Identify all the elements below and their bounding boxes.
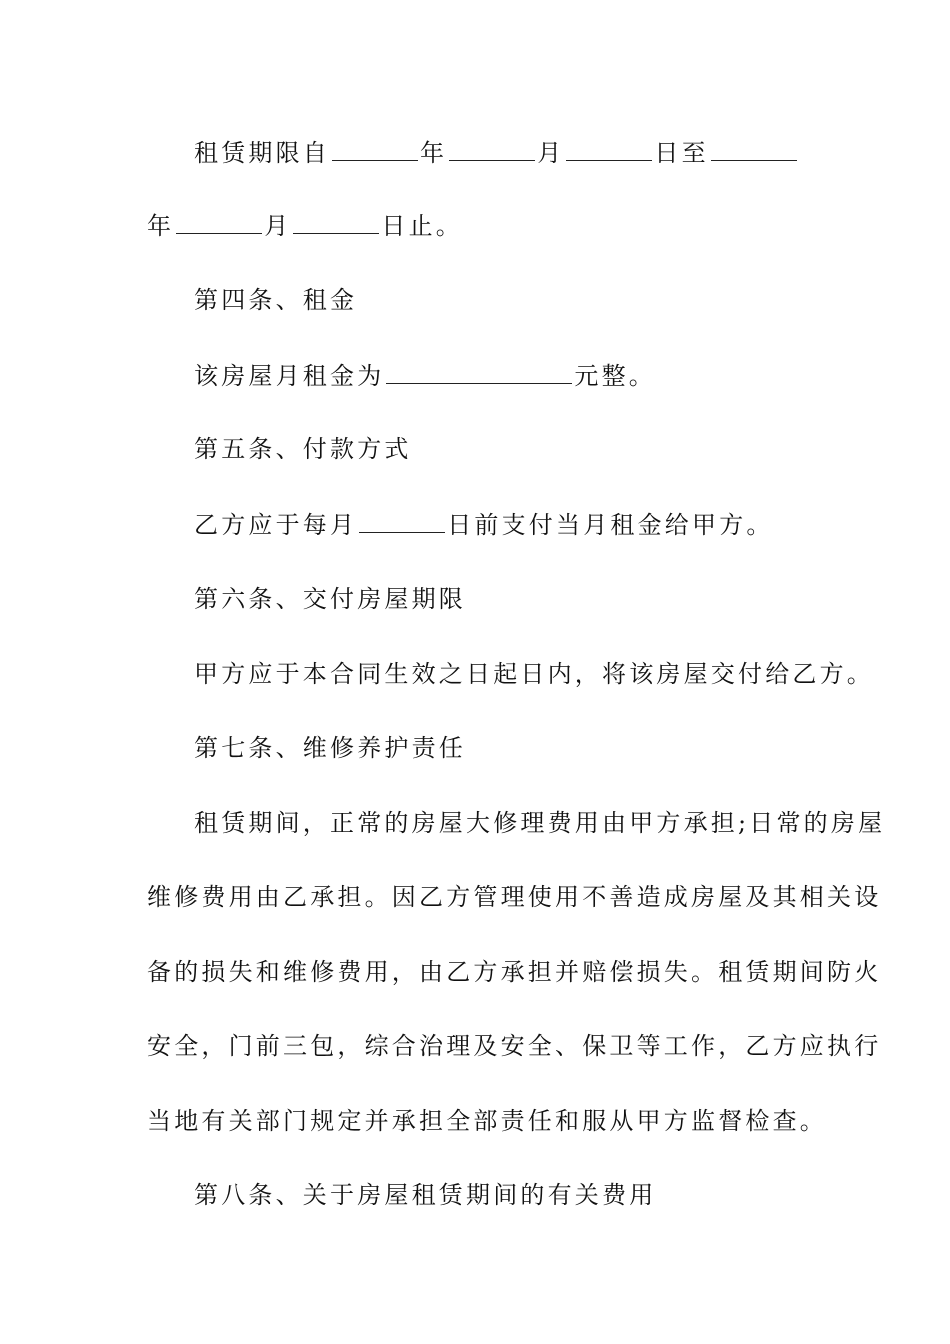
start-month-blank (449, 138, 535, 161)
end-year-blank-a (711, 138, 797, 161)
day-end-label: 日止。 (381, 212, 464, 240)
delivery-line: 甲方应于本合同生效之日起日内，将该房屋交付给乙方。 (194, 660, 874, 688)
maintenance-para-line-3: 备的损失和维修费用，由乙方承担并赔偿损失。租赁期间防火 (147, 958, 882, 986)
rent-amount-blank (386, 361, 572, 384)
maintenance-para-line-5: 当地有关部门规定并承担全部责任和服从甲方监督检查。 (147, 1107, 827, 1135)
year-label: 年 (420, 139, 448, 167)
article-8-heading: 第八条、关于房屋租赁期间的有关费用 (194, 1181, 657, 1209)
start-day-blank (566, 138, 652, 161)
lease-term-line-2 (147, 210, 817, 242)
maintenance-para-line-4: 安全，门前三包，综合治理及安全、保卫等工作，乙方应执行 (147, 1032, 882, 1060)
article-7-heading: 第七条、维修养护责任 (194, 734, 466, 762)
payment-label: 乙方应于每月 (194, 511, 358, 539)
maintenance-para-line-2: 维修费用由乙承担。因乙方管理使用不善造成房屋及其相关设 (147, 883, 882, 911)
year-label: 年 (147, 212, 175, 240)
payment-day-blank (359, 510, 445, 533)
rent-label: 该房屋月租金为 (194, 362, 385, 390)
payment-rest-label: 日前支付当月租金给甲方。 (447, 511, 774, 539)
rent-line (194, 360, 864, 392)
lease-term-line-1 (194, 137, 864, 169)
article-5-heading: 第五条、付款方式 (194, 435, 412, 463)
maintenance-para-line-1: 租赁期间，正常的房屋大修理费用由甲方承担;日常的房屋 (194, 809, 886, 837)
end-month-blank (176, 211, 262, 234)
article-4-heading: 第四条、租金 (194, 286, 358, 314)
lease-term-start-label: 租赁期限自 (194, 139, 330, 167)
start-year-blank (332, 138, 418, 161)
end-day-blank (293, 211, 379, 234)
payment-line (194, 509, 864, 541)
rent-unit-label: 元整。 (574, 362, 657, 390)
month-label: 月 (264, 212, 292, 240)
month-label: 月 (537, 139, 565, 167)
article-6-heading: 第六条、交付房屋期限 (194, 585, 466, 613)
day-to-label: 日至 (654, 139, 709, 167)
